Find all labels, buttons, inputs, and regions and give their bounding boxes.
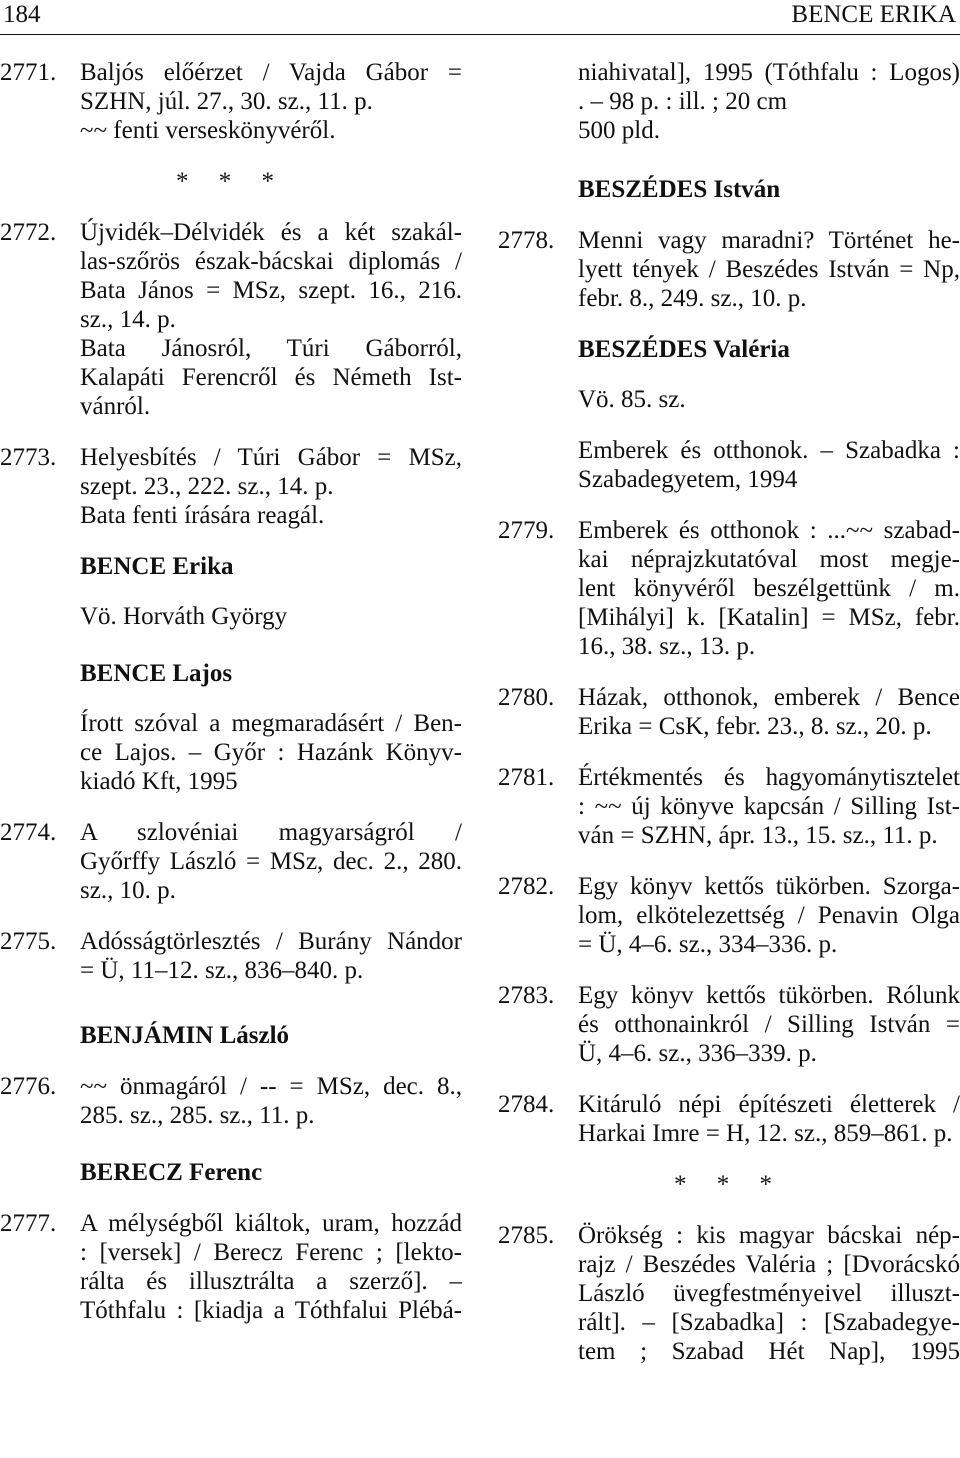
entry-line: lom, elkötelezettség / Penavin Olga (578, 902, 960, 929)
author-heading: BESZÉDES Valéria (578, 336, 790, 363)
entry-text (80, 818, 462, 905)
entry-line: Házak, otthonok, emberek / Bence (578, 684, 960, 711)
right-column (498, 58, 960, 1366)
entry-line: Bata János = MSz, szept. 16., 216. (80, 277, 462, 304)
entry-text (80, 1072, 462, 1130)
entry-number: 2779. (498, 517, 555, 544)
entry-2781 (498, 763, 960, 850)
note-line: Bata fenti írására reagál. (80, 502, 325, 529)
entry-line: Adósságtörlesztés / Burány Nándor (80, 928, 462, 955)
book-line: kiadó Kft, 1995 (80, 768, 238, 795)
entry-line: : [versek] / Berecz Ferenc ; [lekto- (80, 1239, 462, 1266)
entry-line: lyett tények / Beszédes István = Np, (578, 256, 960, 283)
note-line: Bata Jánosról, Túri Gáborról, (80, 335, 462, 362)
left-column (0, 58, 462, 1325)
entry-line: febr. 8., 249. sz., 10. p. (578, 285, 807, 312)
entry-line: szept. 23., 222. sz., 14. p. (80, 473, 334, 500)
entry-note (80, 116, 462, 145)
entry-line: Ü, 4–6. sz., 336–339. p. (578, 1040, 817, 1067)
entry-text (578, 683, 960, 741)
book-line: Emberek és otthonok. – Szabadka : (578, 437, 960, 464)
entry-continuation (578, 58, 960, 145)
entry-line: Erika = CsK, febr. 23., 8. sz., 20. p. (578, 713, 932, 740)
author-heading: BESZÉDES István (578, 176, 781, 203)
entry-line: tem ; Szabad Hét Nap], 1995 (578, 1338, 960, 1365)
see-also: Vö. Horváth György (80, 603, 288, 630)
entry-2777 (0, 1209, 462, 1325)
entry-line: A szlovéniai magyarságról / (80, 819, 462, 846)
entry-line: Újvidék–Délvidék és a két szakál- (80, 219, 462, 246)
entry-line: Egy könyv kettős tükörben. Rólunk (578, 982, 960, 1009)
entry-line: Harkai Imre = H, 12. sz., 859–861. p. (578, 1120, 953, 1147)
entry-line: ván = SZHN, ápr. 13., 15. sz., 11. p. (578, 822, 938, 849)
entry-text (80, 1209, 462, 1325)
entry-line: A mélységből kiáltok, uram, hozzád (80, 1210, 462, 1237)
entry-line: lent könyvéről beszélgettünk / m. (578, 575, 960, 602)
entry-text (80, 443, 462, 501)
entry-text (578, 981, 960, 1068)
book-record (578, 436, 960, 494)
entry-text (578, 516, 960, 661)
entry-line: 285. sz., 285. sz., 11. p. (80, 1102, 315, 1129)
entry-line: las-szőrös észak-bácskai diplomás / (80, 248, 462, 275)
entry-2784 (498, 1090, 960, 1148)
entry-number: 2776. (0, 1073, 57, 1100)
section-separator: * * * (674, 1171, 784, 1198)
entry-text (578, 763, 960, 850)
entry-line: Emberek és otthonok : ...~~ szabad- (578, 517, 960, 544)
author-heading: BENJÁMIN László (80, 1022, 290, 1049)
entry-line: kai néprajzkutatóval most megje- (578, 546, 960, 573)
entry-number: 2783. (498, 982, 555, 1009)
entry-2785 (498, 1221, 960, 1366)
entry-line: László üvegfestményeivel illuszt- (578, 1280, 960, 1307)
entry-2773 (0, 443, 462, 530)
entry-line: Helyesbítés / Túri Gábor = MSz, (80, 444, 462, 471)
book-line: Szabadegyetem, 1994 (578, 466, 798, 493)
entry-line: 16., 38. sz., 13. p. (578, 633, 756, 660)
entry-line: Menni vagy maradni? Történet he- (578, 227, 960, 254)
entry-2774 (0, 818, 462, 905)
see-also: Vö. 85. sz. (578, 386, 686, 413)
entry-note (80, 334, 462, 421)
continuation-line: 500 pld. (578, 117, 660, 144)
entry-2780 (498, 683, 960, 741)
entry-number: 2773. (0, 444, 57, 471)
entry-line: Kitáruló népi építészeti életterek / (578, 1091, 960, 1118)
entry-line: sz., 10. p. (80, 877, 176, 904)
entry-text (578, 1221, 960, 1366)
entry-text (80, 927, 462, 985)
entry-number: 2771. (0, 59, 57, 86)
entry-line: sz., 14. p. (80, 306, 176, 333)
note-line: vánról. (80, 393, 151, 420)
entry-number: 2774. (0, 819, 57, 846)
page-number: 184 (3, 1, 41, 28)
entry-line: ~~ önmagáról / -- = MSz, dec. 8., (80, 1073, 462, 1100)
note-line: Kalapáti Ferencről és Németh Ist- (80, 364, 462, 391)
entry-text (578, 872, 960, 959)
entry-2779 (498, 516, 960, 661)
entry-number: 2775. (0, 928, 57, 955)
entry-line: Egy könyv kettős tükörben. Szorga- (578, 873, 960, 900)
entry-text (578, 1090, 960, 1148)
section-separator: * * * (176, 168, 286, 195)
author-heading: BENCE Lajos (80, 660, 233, 687)
entry-line: Baljós előérzet / Vajda Gábor = (80, 59, 462, 86)
entry-2782 (498, 872, 960, 959)
entry-line: Tóthfalu : [kiadja a Tóthfalui Plébá- (80, 1297, 462, 1324)
page-header (0, 0, 960, 35)
entry-text (80, 58, 462, 116)
entry-number: 2777. (0, 1210, 57, 1237)
entry-number: 2778. (498, 227, 555, 254)
entry-number: 2782. (498, 873, 555, 900)
book-line: Írott szóval a megmaradásért / Ben- (80, 710, 462, 737)
entry-line: Örökség : kis magyar bácskai nép- (578, 1222, 960, 1249)
book-record (80, 709, 462, 796)
entry-number: 2780. (498, 684, 555, 711)
entry-line: Győrffy László = MSz, dec. 2., 280. (80, 848, 462, 875)
continuation-line: . – 98 p. : ill. ; 20 cm (578, 88, 788, 115)
entry-2778 (498, 226, 960, 313)
entry-2776 (0, 1072, 462, 1130)
entry-2775 (0, 927, 462, 985)
running-head: BENCE ERIKA (791, 1, 956, 28)
continuation-line: niahivatal], 1995 (Tóthfalu : Logos) (578, 59, 960, 86)
entry-text (578, 226, 960, 313)
entry-line: [Mihályi] k. [Katalin] = MSz, febr. (578, 604, 960, 631)
entry-number: 2785. (498, 1222, 555, 1249)
author-heading: BENCE Erika (80, 553, 234, 580)
entry-2771 (0, 58, 462, 145)
entry-text (80, 218, 462, 334)
entry-2783 (498, 981, 960, 1068)
author-heading: BERECZ Ferenc (80, 1159, 263, 1186)
entry-line: rált]. – [Szabadka] : [Szabadegye- (578, 1309, 960, 1336)
entry-line: = Ü, 4–6. sz., 334–336. p. (578, 931, 838, 958)
entry-number: 2784. (498, 1091, 555, 1118)
book-line: ce Lajos. – Győr : Hazánk Könyv- (80, 739, 462, 766)
entry-line: : ~~ új könyve kapcsán / Silling Ist- (578, 793, 960, 820)
entry-line: = Ü, 11–12. sz., 836–840. p. (80, 957, 364, 984)
entry-number: 2781. (498, 764, 555, 791)
entry-2772 (0, 218, 462, 421)
entry-line: SZHN, júl. 27., 30. sz., 11. p. (80, 88, 373, 115)
entry-line: rajz / Beszédes Valéria ; [Dvorácskó (578, 1251, 960, 1278)
entry-line: Értékmentés és hagyománytisztelet (578, 764, 960, 791)
entry-line: és otthonainkról / Silling István = (578, 1011, 960, 1038)
entry-note (80, 501, 462, 530)
note-line: ~~ fenti verseskönyvéről. (80, 117, 336, 144)
entry-number: 2772. (0, 219, 57, 246)
entry-line: rálta és illusztrálta a szerző]. – (80, 1268, 462, 1295)
